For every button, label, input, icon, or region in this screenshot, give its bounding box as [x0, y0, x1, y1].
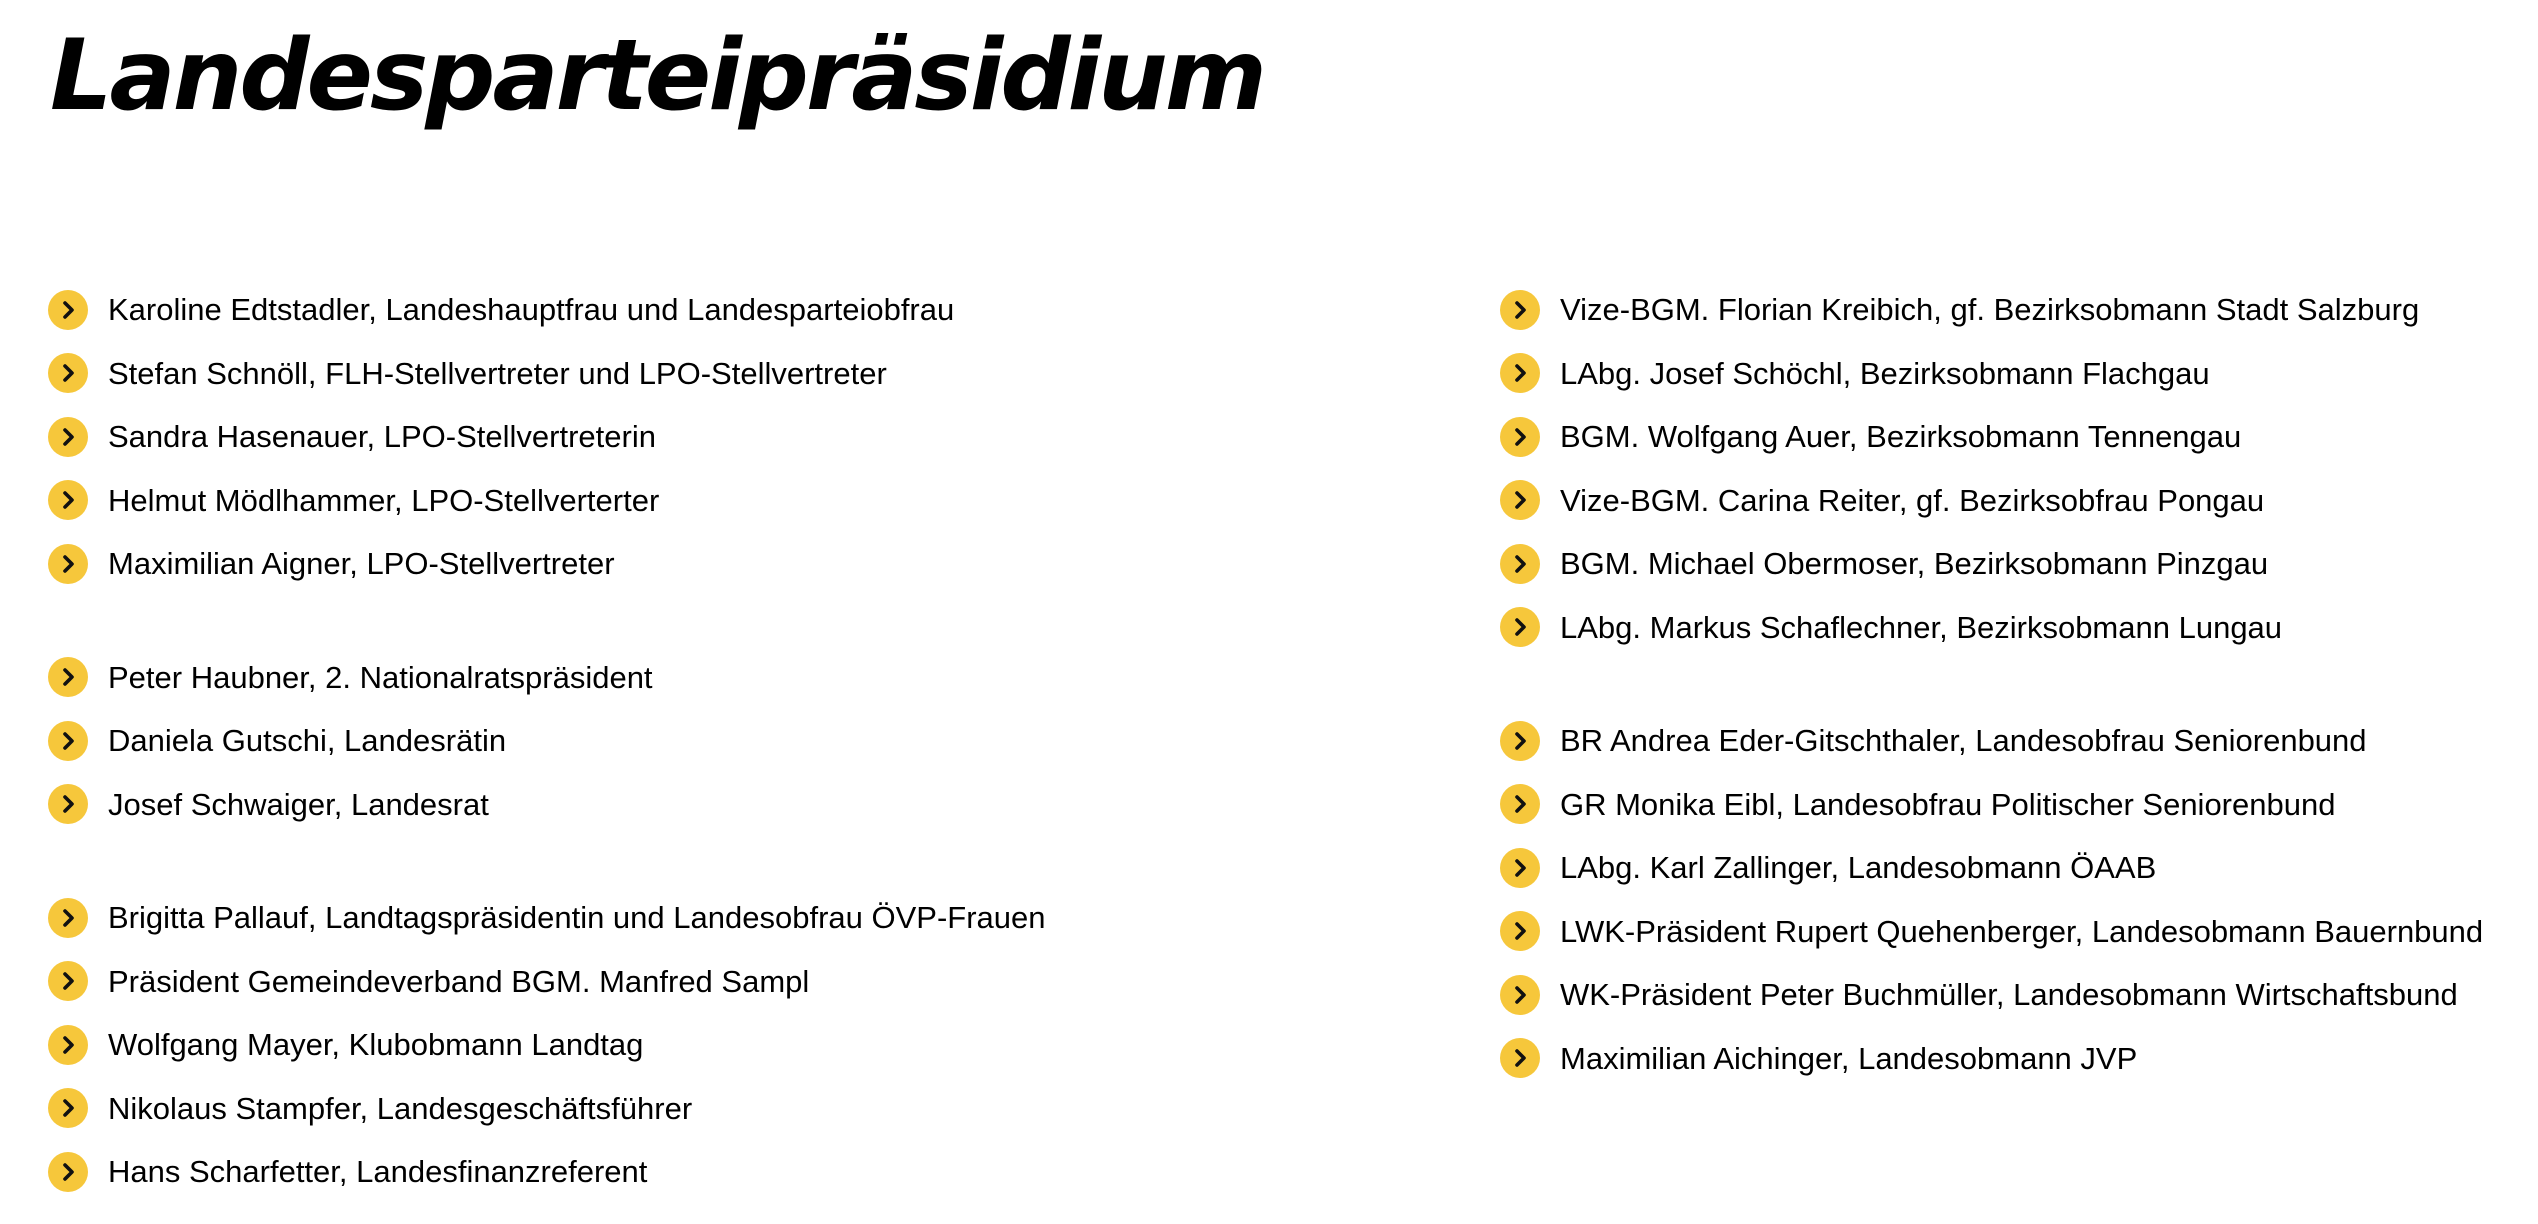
- list-item: [1500, 342, 2483, 406]
- chevron-right-icon: [48, 417, 88, 457]
- chevron-right-icon: [1500, 721, 1540, 761]
- list-item-label: Sandra Hasenauer, LPO-Stellvertreterin: [108, 419, 656, 455]
- chevron-right-icon: [1500, 975, 1540, 1015]
- list-item: [48, 773, 1046, 837]
- chevron-right-icon: [48, 1025, 88, 1065]
- list-item: [48, 278, 1046, 342]
- list-item: [48, 532, 1046, 596]
- list-item: [48, 709, 1046, 773]
- chevron-right-icon: [1500, 353, 1540, 393]
- list-item: [48, 405, 1046, 469]
- chevron-right-icon: [1500, 417, 1540, 457]
- list-item: [1500, 900, 2483, 964]
- left-member-list: [48, 278, 1046, 1204]
- list-item-label: BR Andrea Eder-Gitschthaler, Landesobfrau Seniorenbund: [1560, 723, 2367, 759]
- page-title: Landesparteipräsidium: [50, 19, 1264, 133]
- list-item-label: Hans Scharfetter, Landesfinanzreferent: [108, 1154, 648, 1190]
- chevron-right-icon: [1500, 607, 1540, 647]
- list-item: [1500, 405, 2483, 469]
- chevron-right-icon: [48, 290, 88, 330]
- chevron-right-icon: [1500, 848, 1540, 888]
- right-member-list: [1500, 278, 2483, 1090]
- chevron-right-icon: [48, 721, 88, 761]
- list-item: [1500, 278, 2483, 342]
- chevron-right-icon: [1500, 290, 1540, 330]
- list-item: [48, 469, 1046, 533]
- list-item: [1500, 773, 2483, 837]
- list-item-label: Daniela Gutschi, Landesrätin: [108, 723, 507, 759]
- list-item-label: WK-Präsident Peter Buchmüller, Landesobmann Wirtschaftsbund: [1560, 977, 2458, 1013]
- chevron-right-icon: [48, 544, 88, 584]
- chevron-right-icon: [48, 1152, 88, 1192]
- list-item: [1500, 963, 2483, 1027]
- list-item-label: LAbg. Josef Schöchl, Bezirksobmann Flachgau: [1560, 355, 2210, 391]
- list-item-label: Maximilian Aigner, LPO-Stellvertreter: [108, 546, 615, 582]
- chevron-right-icon: [1500, 911, 1540, 951]
- list-item-label: Josef Schwaiger, Landesrat: [108, 786, 489, 822]
- chevron-right-icon: [48, 961, 88, 1001]
- list-item-label: Stefan Schnöll, FLH-Stellvertreter und LPO-Stellvertreter: [108, 355, 887, 391]
- list-item-label: LWK-Präsident Rupert Quehenberger, Landesobmann Bauernbund: [1560, 913, 2484, 949]
- list-item: [1500, 532, 2483, 596]
- list-item: [1500, 469, 2483, 533]
- chevron-right-icon: [1500, 1038, 1540, 1078]
- list-item: [1500, 596, 2483, 660]
- list-item: [48, 1013, 1046, 1077]
- chevron-right-icon: [48, 480, 88, 520]
- list-item-label: BGM. Wolfgang Auer, Bezirksobmann Tennengau: [1560, 419, 2242, 455]
- list-item-label: Helmut Mödlhammer, LPO-Stellverterter: [108, 482, 660, 518]
- list-item: [48, 950, 1046, 1014]
- list-item: [48, 646, 1046, 710]
- list-item: [1500, 709, 2483, 773]
- list-item-label: Peter Haubner, 2. Nationalratspräsident: [108, 659, 653, 695]
- chevron-right-icon: [1500, 784, 1540, 824]
- list-item: [1500, 1027, 2483, 1091]
- list-item-label: Nikolaus Stampfer, Landesgeschäftsführer: [108, 1090, 693, 1126]
- list-item: [48, 342, 1046, 406]
- chevron-right-icon: [48, 898, 88, 938]
- list-item-label: Wolfgang Mayer, Klubobmann Landtag: [108, 1027, 644, 1063]
- list-item-label: Maximilian Aichinger, Landesobmann JVP: [1560, 1040, 2138, 1076]
- list-item: [48, 1077, 1046, 1141]
- chevron-right-icon: [48, 1088, 88, 1128]
- chevron-right-icon: [1500, 544, 1540, 584]
- list-item-label: Vize-BGM. Carina Reiter, gf. Bezirksobfrau Pongau: [1560, 482, 2265, 518]
- list-item: [1500, 836, 2483, 900]
- list-item-label: Brigitta Pallauf, Landtagspräsidentin und Landesobfrau ÖVP-Frauen: [108, 900, 1046, 936]
- list-item-label: BGM. Michael Obermoser, Bezirksobmann Pinzgau: [1560, 546, 2269, 582]
- chevron-right-icon: [1500, 480, 1540, 520]
- chevron-right-icon: [48, 784, 88, 824]
- list-item-label: GR Monika Eibl, Landesobfrau Politischer Seniorenbund: [1560, 786, 2336, 822]
- list-item-label: Karoline Edtstadler, Landeshauptfrau und Landesparteiobfrau: [108, 292, 955, 328]
- chevron-right-icon: [48, 657, 88, 697]
- list-item: [48, 1140, 1046, 1204]
- list-item-label: LAbg. Markus Schaflechner, Bezirksobmann Lungau: [1560, 609, 2283, 645]
- list-item-label: Präsident Gemeindeverband BGM. Manfred Sampl: [108, 963, 810, 999]
- chevron-right-icon: [48, 353, 88, 393]
- list-item: [48, 886, 1046, 950]
- list-item-label: Vize-BGM. Florian Kreibich, gf. Bezirksobmann Stadt Salzburg: [1560, 292, 2420, 328]
- list-item-label: LAbg. Karl Zallinger, Landesobmann ÖAAB: [1560, 850, 2157, 886]
